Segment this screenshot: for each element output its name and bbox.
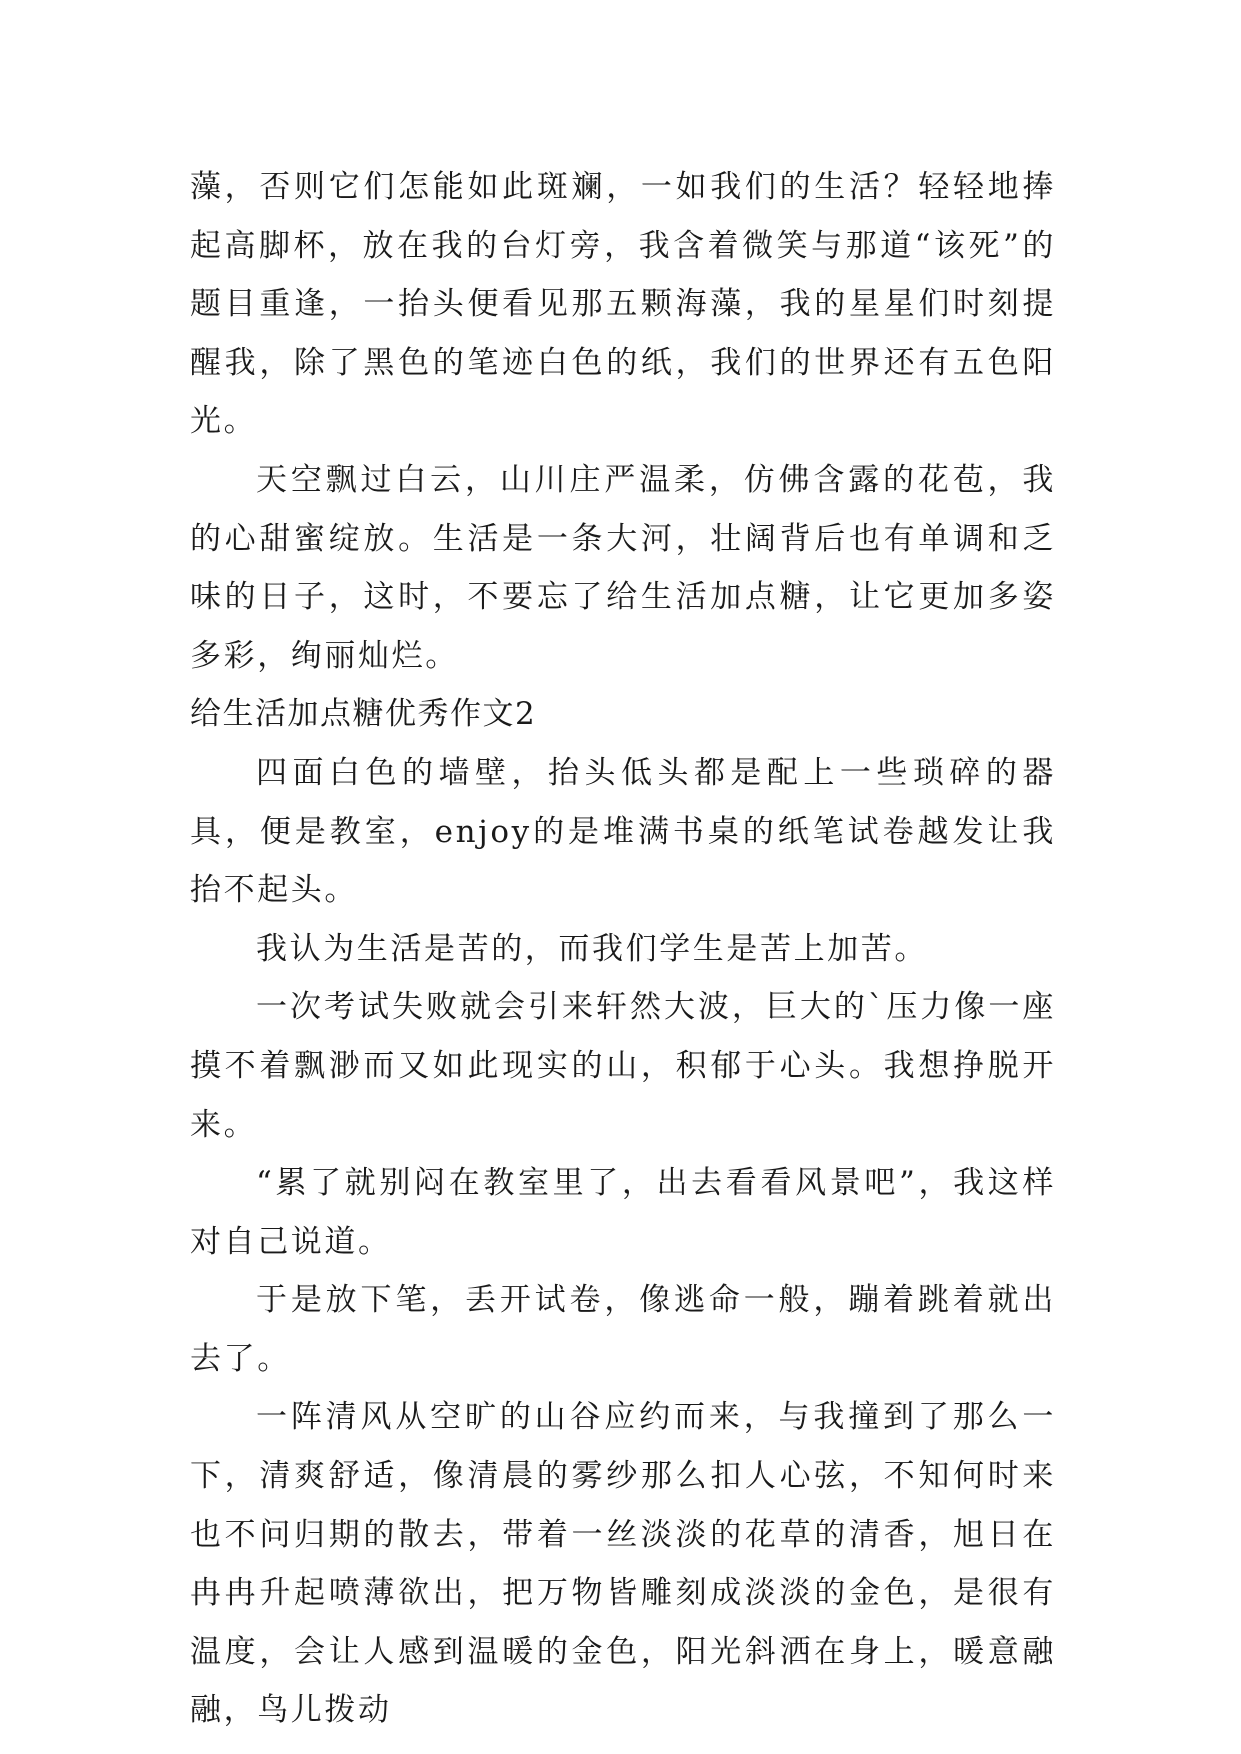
paragraph: 天空飘过白云，山川庄严温柔，仿佛含露的花苞，我的心甜蜜绽放。生活是一条大河，壮阔背后也有单调和乏味的日子，这时，不要忘了给生活加点糖，让它更加多姿多彩，绚丽灿烂。 [190,461,1056,674]
paragraph: 一阵清风从空旷的山谷应约而来，与我撞到了那么一下，清爽舒适，像清晨的雾纱那么扣人心弦，不知何时来也不问归期的散去，带着一丝淡淡的花草的清香，旭日在冉冉升起喷薄欲出，把万物皆雕刻成淡淡的金色，是很有温度，会让人感到温暖的金色，阳光斜洒在身上，暖意融融，鸟儿拨动 [190,1399,1056,1729]
paragraph: 一次考试失败就会引来轩然大波，巨大的`压力像一座摸不着飘渺而又如此现实的山，积郁于心头。我想挣脱开来。 [190,989,1056,1143]
essay-body [190,158,1056,1740]
paragraph: “累了就别闷在教室里了，出去看看风景吧”，我这样对自己说道。 [190,1165,1056,1260]
paragraph: 四面白色的墙壁，抬头低头都是配上一些琐碎的器具，便是教室，enjoy的是堆满书桌的纸笔试卷越发让我抬不起头。 [190,754,1056,909]
paragraph: 于是放下笔，丢开试卷，像逃命一般，蹦着跳着就出去了。 [190,1282,1056,1377]
section-heading: 给生活加点糖优秀作文2 [190,696,537,733]
paragraph-continuation: 藻，否则它们怎能如此斑斓，一如我们的生活？轻轻地捧起高脚杯，放在我的台灯旁，我含着微笑与那道“该死”的题目重逢，一抬头便看见那五颗海藻，我的星星们时刻提醒我，除了黑色的笔迹白色的纸，我们的世界还有五色阳光。 [190,169,1056,440]
paragraph: 我认为生活是苦的，而我们学生是苦上加苦。 [256,930,928,967]
